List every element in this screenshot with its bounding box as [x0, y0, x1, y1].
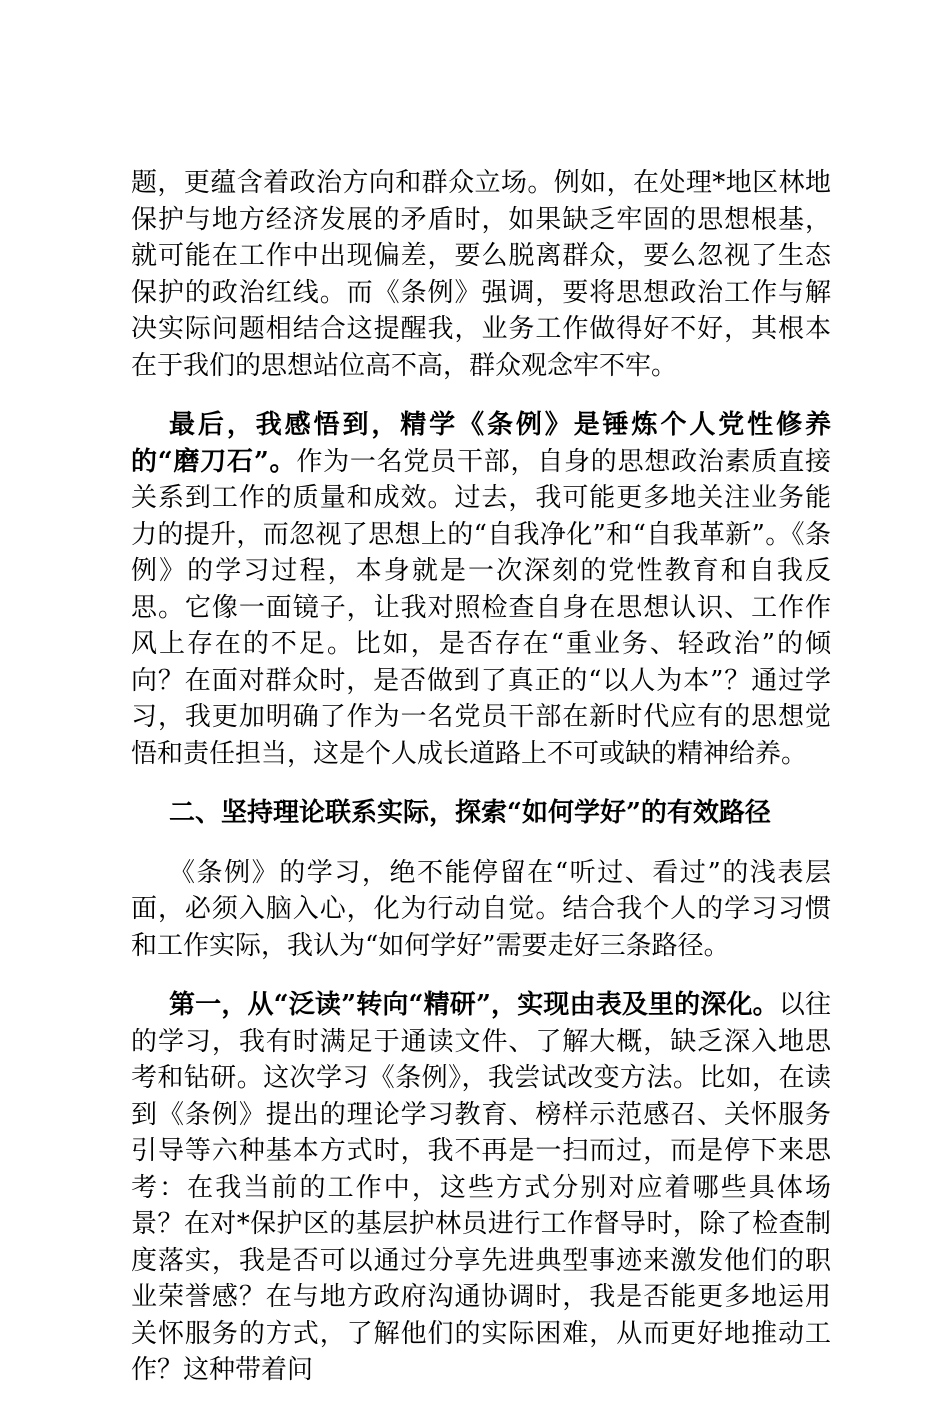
- document-body: [131, 165, 831, 1412]
- paragraph-continuation: [131, 165, 831, 384]
- paragraph-section-intro: [131, 855, 831, 965]
- paragraph-text: 题，更蕴含着政治方向和群众立场。例如，在处理*地区林地保护与地方经济发展的矛盾时，如果缺乏牢固的思想根基，就可能在工作中出现偏差，要么脱离群众，要么忽视了生态保护的政治红线。而《条例》强调，要将思想政治工作与解决实际问题相结合这提醒我，业务工作做得好不好，其根本在于我们的思想站位高不高，群众观念牢不牢。: [131, 168, 831, 381]
- section-heading: 二、坚持理论联系实际，探索“如何学好”的有效路径: [169, 798, 771, 828]
- paragraph-lead: 第一，从“泛读”转向“精研”，实现由表及里的深化。: [169, 990, 779, 1020]
- paragraph-text: 《条例》的学习，绝不能停留在“听过、看过”的浅表层面，必须入脑入心，化为行动自觉。结合我个人的学习习惯和工作实际，我认为“如何学好”需要走好三条路径。: [131, 857, 831, 961]
- paragraph-lead: 最后，我感悟到，精学《条例》是锤炼个人党性修养的“磨刀石”。: [131, 410, 831, 477]
- paragraph-text: 以往的学习，我有时满足于通读文件、了解大概，缺乏深入地思考和钻研。这次学习《条例》，我尝试改变方法。比如，在读到《条例》提出的理论学习教育、榜样示范感召、关怀服务引导等六种基本方式时，我不再是一扫而过，而是停下来思考：在我当前的工作中，这些方式分别对应着哪些具体场景？在对*保护区的基层护林员进行工作督导时，除了检查制度落实，我是否可以通过分享先进典型事迹来激发他们的职业荣誉感？在与地方政府沟通协调时，我是否能更多地运用关怀服务的方式，了解他们的实际困难，从而更好地推动工作？这种带着问: [131, 990, 831, 1385]
- paragraph-self-cultivation: [131, 407, 831, 772]
- paragraph-first-path: [131, 987, 831, 1389]
- paragraph-text: 作为一名党员干部，自身的思想政治素质直接关系到工作的质量和成效。过去，我可能更多地关注业务能力的提升，而忽视了思想上的“自我净化”和“自我革新”。《条例》的学习过程，本身就是一次深刻的党性教育和自我反思。它像一面镜子，让我对照检查自身在思想认识、工作作风上存在的不足。比如，是否存在“重业务、轻政治”的倾向？在面对群众时，是否做到了真正的“以人为本”？通过学习，我更加明确了作为一名党员干部在新时代应有的思想觉悟和责任担当，这是个人成长道路上不可或缺的精神给养。: [131, 446, 831, 769]
